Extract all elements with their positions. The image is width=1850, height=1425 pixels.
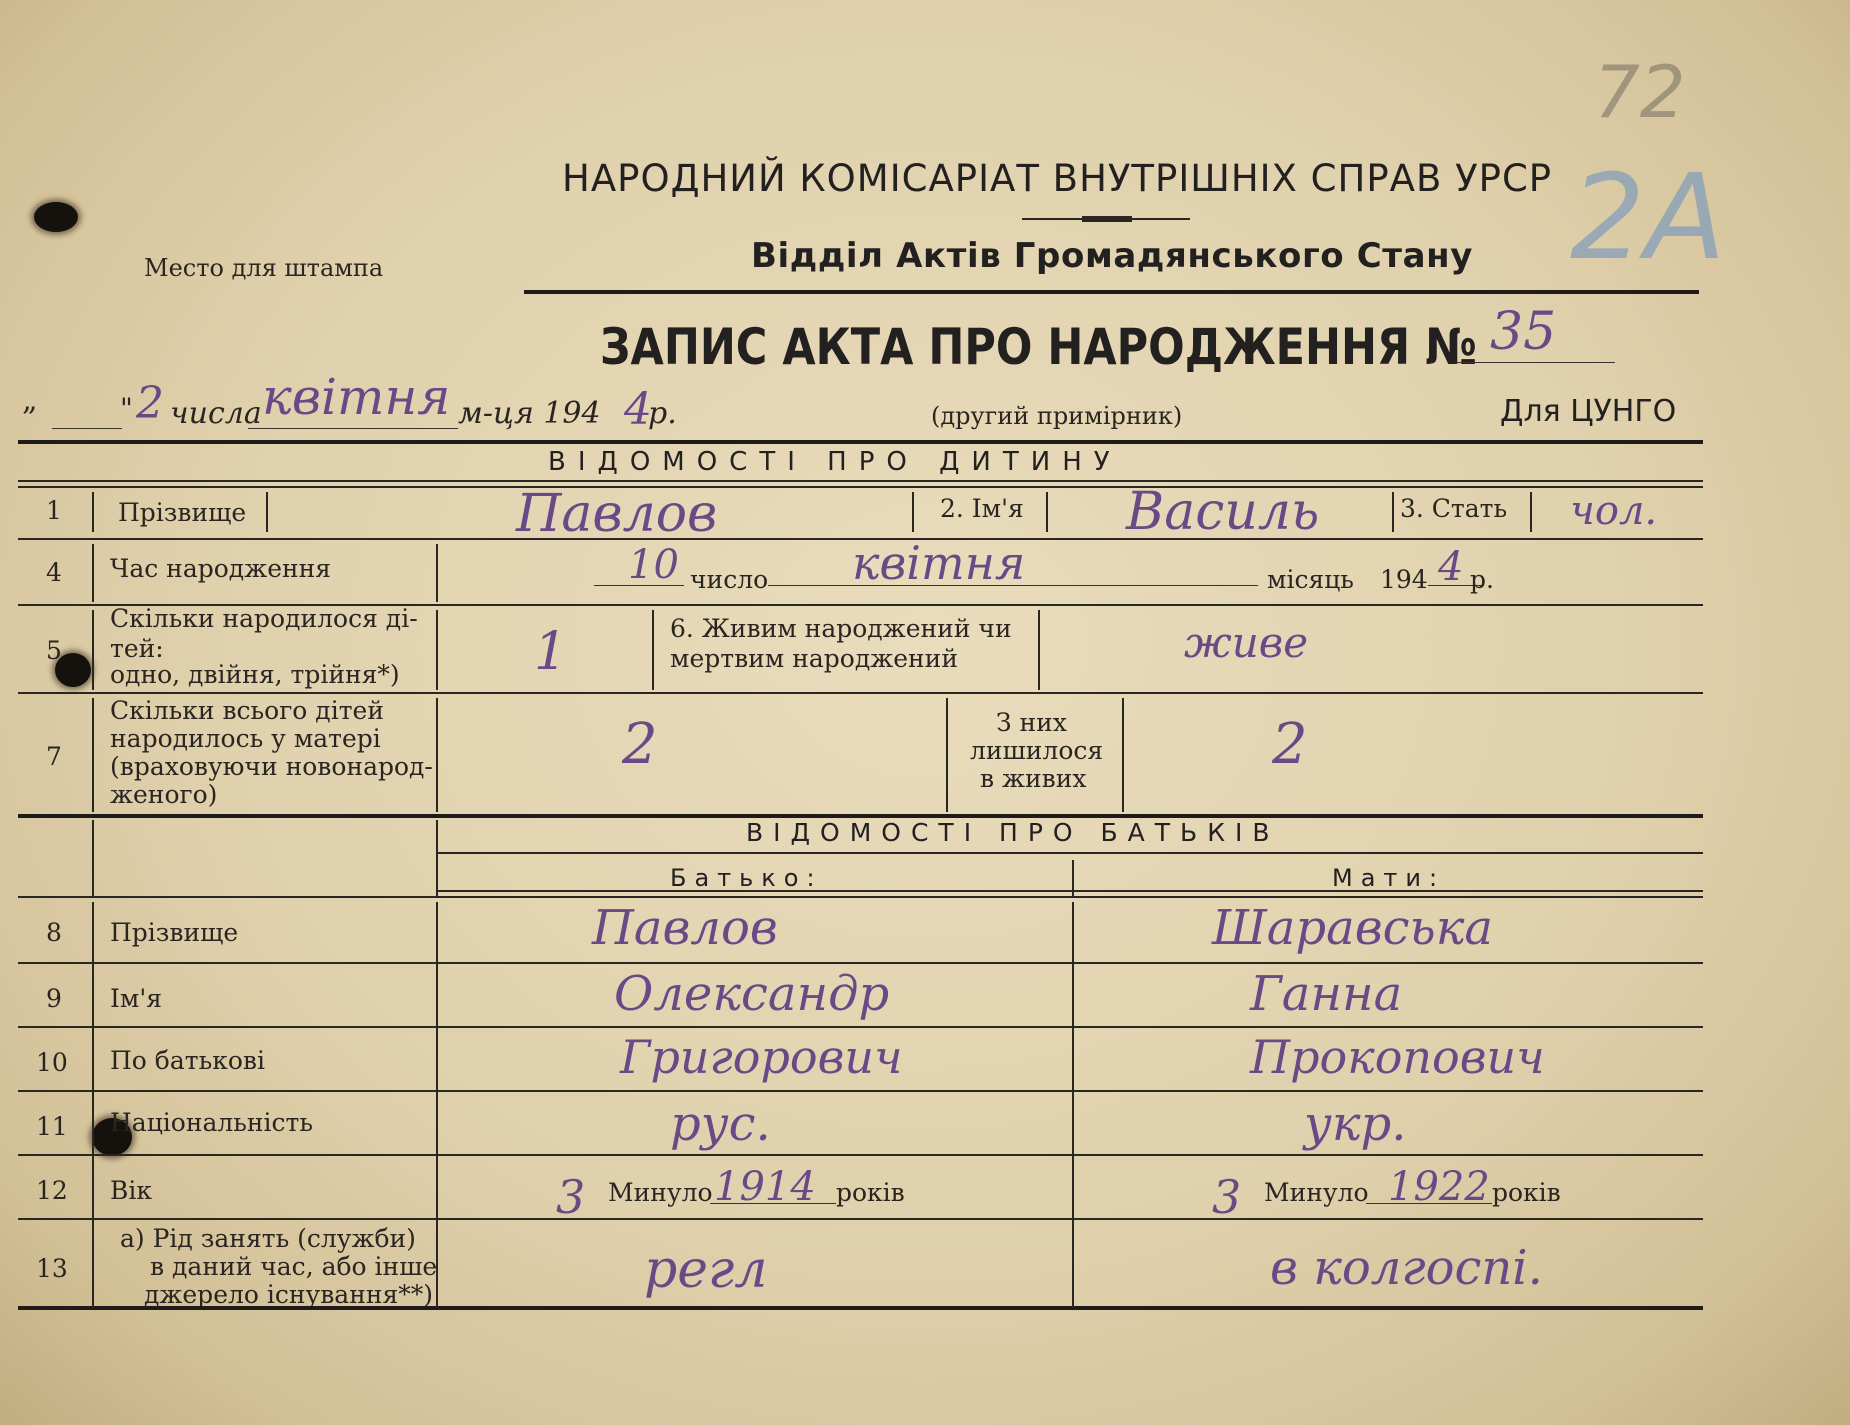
- father-name: Олександр: [614, 966, 890, 1022]
- month-year-label: м-ця 194: [458, 396, 601, 431]
- alive-label-1: 6. Живим народжений чи: [670, 614, 1012, 643]
- surviving-label-1: З них: [996, 708, 1067, 737]
- mother-surname: Шаравська: [1212, 900, 1493, 956]
- child-sex-label: 3. Стать: [1400, 494, 1508, 523]
- total-children-label-4: женого): [110, 780, 218, 809]
- row-number: 4: [46, 558, 62, 587]
- parent-row-label: Ім'я: [110, 984, 162, 1013]
- day-label: число: [690, 565, 769, 594]
- date-quote-close: ": [120, 392, 133, 425]
- father-header: Батько:: [670, 864, 823, 892]
- children-count: 1: [534, 622, 568, 682]
- ministry-heading: НАРОДНИЙ КОМІСАРІАТ ВНУТРІШНІХ СПРАВ УРСР: [562, 157, 1553, 200]
- children-count-label-3: одно, двійня, трійня*): [110, 660, 400, 689]
- birth-month: квітня: [852, 536, 1026, 590]
- corner-archive-mark: 2А: [1570, 148, 1726, 286]
- year-suffix: р.: [1470, 565, 1494, 594]
- row-number: 9: [46, 984, 62, 1013]
- occupation-label-2: в даний час, або інше: [150, 1252, 438, 1281]
- mother-passed-label: Минуло: [1264, 1178, 1369, 1207]
- stamp-place-label: Место для штампа: [144, 254, 384, 282]
- row-number: 13: [36, 1254, 68, 1283]
- punch-hole: [34, 202, 78, 232]
- total-children-label-2: народилось у матері: [110, 724, 381, 753]
- father-surname: Павлов: [592, 900, 778, 956]
- occupation-label-3: джерело існування**): [144, 1280, 434, 1309]
- children-count-label-1: Скільки народилося ді-: [110, 604, 418, 633]
- row-number: 8: [46, 918, 62, 947]
- child-surname: Павлов: [516, 484, 718, 544]
- row-number: 10: [36, 1048, 68, 1077]
- parents-section-title: ВІДОМОСТІ ПРО БАТЬКІВ: [746, 818, 1280, 847]
- total-children-label-1: Скільки всього дітей: [110, 696, 384, 725]
- child-name-label: 2. Ім'я: [940, 494, 1024, 523]
- occupation-label-1: а) Рід занять (служби): [120, 1224, 416, 1253]
- alive-value: живе: [1184, 618, 1309, 667]
- mother-age-prefix: 3: [1212, 1170, 1242, 1224]
- child-section-title: ВІДОМОСТІ ПРО ДИТИНУ: [548, 447, 1122, 477]
- row-number: 11: [36, 1112, 68, 1141]
- registration-year-digit: 4: [624, 384, 652, 435]
- father-nationality: рус.: [670, 1096, 771, 1152]
- registration-day: 2: [136, 378, 164, 429]
- child-name: Василь: [1126, 482, 1320, 542]
- father-years-label: років: [836, 1178, 905, 1207]
- child-sex: чол.: [1570, 488, 1658, 534]
- child-surname-label: Прізвище: [118, 498, 247, 527]
- day-label: числа: [170, 396, 262, 431]
- mother-occupation: в колгоспі.: [1270, 1240, 1543, 1296]
- record-number: 35: [1490, 302, 1557, 362]
- year-prefix-label: 194: [1380, 565, 1428, 594]
- father-birth-year: 1914: [714, 1164, 816, 1210]
- father-patronymic: Григорович: [620, 1030, 903, 1084]
- total-children-label-3: (враховуючи новонарод-: [110, 752, 433, 781]
- row-number: 5: [46, 636, 62, 665]
- surviving-label-3: в живих: [980, 764, 1087, 793]
- mother-name: Ганна: [1250, 966, 1403, 1022]
- mother-birth-year: 1922: [1388, 1164, 1490, 1210]
- parent-row-label: По батькові: [110, 1046, 265, 1075]
- month-label: місяць: [1267, 565, 1354, 594]
- alive-label-2: мертвим народжений: [670, 644, 959, 673]
- mother-header: Мати:: [1332, 864, 1446, 892]
- age-label: Вік: [110, 1176, 152, 1205]
- total-children: 2: [622, 712, 658, 777]
- mother-years-label: років: [1492, 1178, 1561, 1207]
- mother-nationality: укр.: [1304, 1096, 1407, 1152]
- row-number: 1: [46, 496, 62, 525]
- birth-year-digit: 4: [1438, 544, 1464, 590]
- corner-pencil-mark: 72: [1594, 50, 1686, 134]
- birth-day: 10: [628, 542, 679, 588]
- copy-note: (другий примірник): [931, 402, 1183, 430]
- row-number: 7: [46, 742, 62, 771]
- birth-time-label: Час народження: [110, 554, 332, 583]
- record-title: ЗАПИС АКТА ПРО НАРОДЖЕННЯ №: [600, 318, 1477, 376]
- father-passed-label: Минуло: [608, 1178, 713, 1207]
- father-age-prefix: 3: [556, 1170, 586, 1224]
- children-count-label-2: тей:: [110, 634, 164, 663]
- surviving-label-2: лишилося: [970, 736, 1104, 765]
- date-quote-open: „: [22, 383, 38, 418]
- surviving-children: 2: [1272, 712, 1308, 777]
- parent-row-label: Національність: [110, 1108, 313, 1137]
- recipient-label: Для ЦУНГО: [1500, 394, 1677, 429]
- department-heading: Відділ Актів Громадянського Стану: [751, 236, 1473, 276]
- parent-row-label: Прізвище: [110, 918, 239, 947]
- mother-patronymic: Прокопович: [1250, 1030, 1545, 1084]
- row-number: 12: [36, 1176, 68, 1205]
- father-occupation: регл: [644, 1240, 768, 1300]
- registration-month: квітня: [262, 368, 451, 426]
- year-suffix: р.: [648, 396, 677, 431]
